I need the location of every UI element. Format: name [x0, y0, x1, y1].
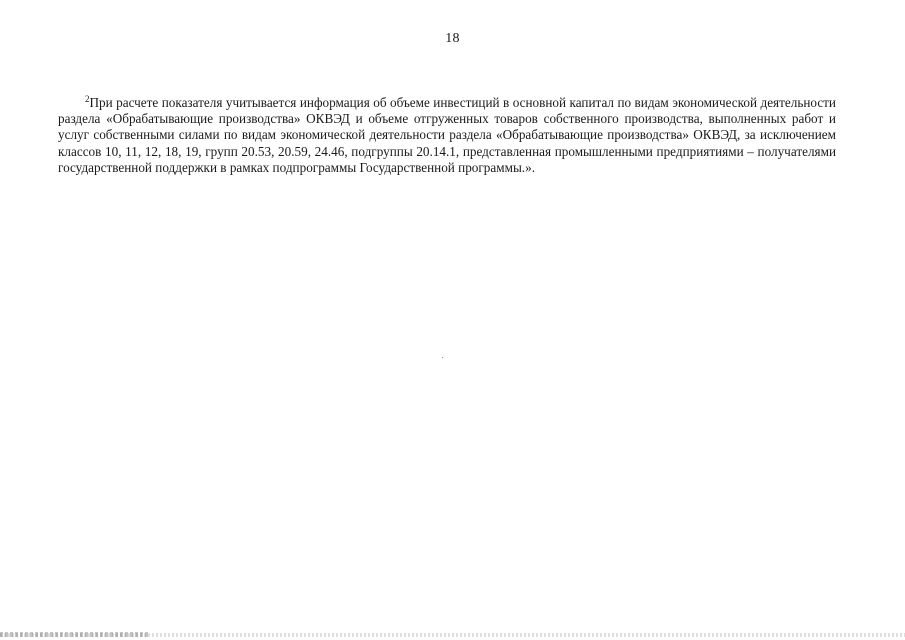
footnote-paragraph [58, 95, 836, 176]
footnote-marker: 2 [85, 94, 90, 104]
footnote-text: При расчете показателя учитывается информация об объеме инвестиций в основной капитал по видам экономической деятельности раздела «Обрабатывающие производства» ОКВЭД и объеме отгруженных товаров собственного производства, выполненных работ и услуг собственными силами по видам экономической деятельности раздела «Обрабатывающие производства» ОКВЭД, за исключением классов 10, 11, 12, 18, 19, групп 20.53, 20.59, 24.46, подгруппы 20.14.1, представленная промышленными предприятиями – получателями государственной поддержки в рамках подпрограммы Государственной программы.». [58, 95, 836, 175]
page-number: 18 [445, 31, 460, 46]
scan-artifact [442, 357, 443, 358]
scan-bottom-edge-marks [0, 632, 150, 637]
